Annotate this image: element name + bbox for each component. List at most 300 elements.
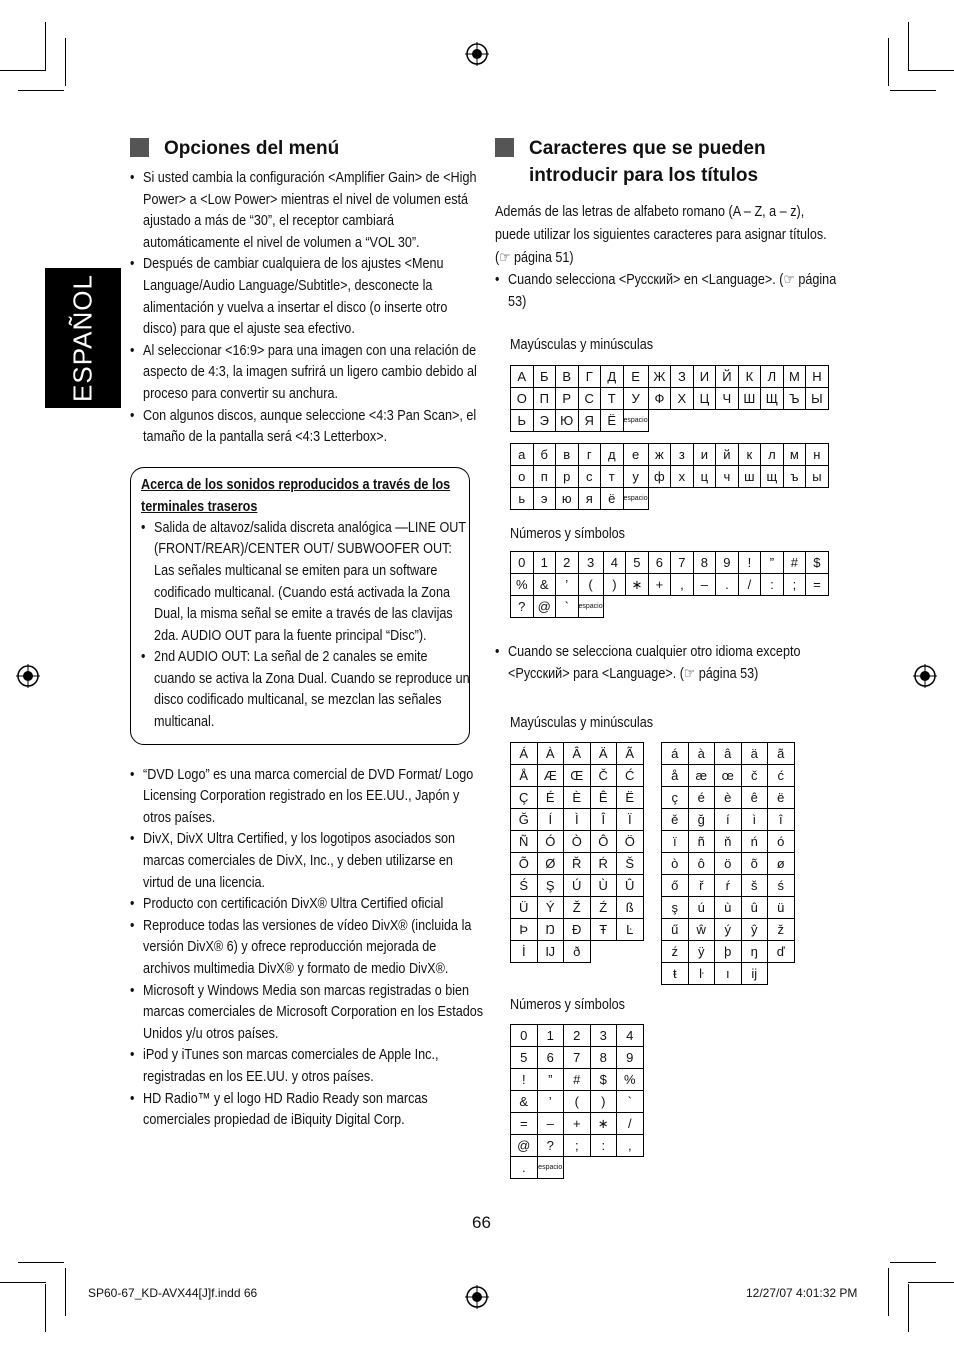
character-cell: %	[617, 1069, 644, 1091]
character-cell: Р	[556, 388, 579, 410]
character-cell: Ř	[564, 853, 591, 875]
character-cell: ъ	[783, 466, 806, 488]
character-cell: ,	[671, 574, 694, 596]
table-row	[511, 1135, 644, 1157]
character-cell: ÿ	[688, 941, 715, 963]
character-cell: И	[693, 366, 716, 388]
page-number: 66	[472, 1213, 491, 1232]
character-cell: É	[537, 787, 564, 809]
character-cell: ф	[648, 466, 671, 488]
section-heading-menu-options: Opciones del menú	[130, 135, 470, 162]
character-cell: 8	[590, 1047, 617, 1069]
character-cell: ?	[511, 596, 534, 618]
table-row	[511, 444, 829, 466]
crop-mark	[888, 38, 889, 86]
character-cell: 0	[511, 1025, 538, 1047]
character-cell: х	[671, 466, 694, 488]
character-cell: 2	[564, 1025, 591, 1047]
character-cell: А	[511, 366, 534, 388]
character-cell: Я	[578, 410, 601, 432]
character-cell: á	[662, 743, 689, 765]
list-item: • Cuando selecciona <Русский> en <Language>. (☞ página 53)	[495, 270, 848, 313]
list-item: • DivX, DivX Ultra Certified, y los logotipos asociados son marcas comerciales de DivX, Inc., y deben utilizarse en virtud de una licencia.	[130, 829, 483, 894]
character-cell: ü	[768, 897, 795, 919]
footer-timestamp: 12/27/07 4:01:32 PM	[746, 1286, 858, 1300]
character-cell: Т	[601, 388, 624, 410]
character-cell: ç	[662, 787, 689, 809]
character-cell: ,	[617, 1135, 644, 1157]
crop-mark	[908, 22, 909, 70]
character-cell: û	[741, 897, 768, 919]
character-cell: ď	[768, 941, 795, 963]
character-cell: Ц	[693, 388, 716, 410]
label-upper-lower-other: Mayúsculas y minúsculas	[510, 715, 654, 731]
character-cell: +	[564, 1113, 591, 1135]
character-cell: и	[693, 444, 716, 466]
character-cell: б	[533, 444, 556, 466]
character-cell: /	[617, 1113, 644, 1135]
cyrillic-lowercase-table	[510, 443, 829, 510]
character-cell: ’	[556, 574, 579, 596]
character-cell: Б	[533, 366, 556, 388]
crop-mark	[18, 1262, 64, 1263]
character-cell: ŧ	[662, 963, 689, 985]
character-cell: З	[671, 366, 694, 388]
list-item: • Después de cambiar cualquiera de los ajustes <Menu Language/Audio Language/Subtitle>, desconecte la alimentación y vuelva a insertar el disco (o inserte otro disco) para que el ajuste sea efectivo.	[130, 254, 483, 340]
table-row	[511, 552, 829, 574]
character-cell: (	[564, 1091, 591, 1113]
character-cell: espacio	[623, 410, 648, 432]
registration-mark-icon	[465, 42, 489, 66]
character-cell: о	[511, 466, 534, 488]
character-cell: у	[623, 466, 648, 488]
character-cell: ä	[741, 743, 768, 765]
character-cell: Н	[806, 366, 829, 388]
character-cell: с	[578, 466, 601, 488]
character-cell: .	[511, 1157, 538, 1179]
list-item: • Si usted cambia la configuración <Amplifier Gain> de <High Power> a <Low Power> mientras el nivel de volumen está ajustado a más de “30”, el receptor cambiará automáticamente el nivel de volumen a “VOL 30”.	[130, 168, 483, 254]
rear-terminals-note-box	[130, 467, 470, 745]
table-row	[511, 596, 829, 618]
character-cell: Ж	[648, 366, 671, 388]
other-symbols-table	[510, 1024, 644, 1179]
left-column	[130, 135, 484, 1132]
character-cell: 6	[648, 552, 671, 574]
character-cell: Ĳ	[537, 941, 564, 963]
character-cell: â	[715, 743, 742, 765]
table-row	[662, 963, 795, 985]
note-box-title: Acerca de los sonidos reproducidos a través de los terminales traseros	[141, 476, 451, 515]
character-cell: ž	[768, 919, 795, 941]
table-row	[662, 831, 795, 853]
note-box-list	[141, 518, 470, 734]
character-cell: ś	[768, 875, 795, 897]
character-cell: ?	[537, 1135, 564, 1157]
character-cell: Ñ	[511, 831, 538, 853]
character-cell: Ù	[590, 875, 617, 897]
list-item: • Salida de altavoz/salida discreta analógica —LINE OUT (FRONT/REAR)/CENTER OUT/ SUBWOOFER OUT: Las señales multicanal se emiten para un software codificado multicanal. (Cuando está activada la Zona Dual, la misma señal se emite a través de las clavijas 2da. AUDIO OUT para la fuente principal “Disc”).	[141, 518, 472, 648]
character-cell: Æ	[537, 765, 564, 787]
crop-mark	[888, 1268, 889, 1316]
character-cell: #	[564, 1069, 591, 1091]
character-cell: 2	[556, 552, 579, 574]
character-cell: 7	[564, 1047, 591, 1069]
character-cell: в	[556, 444, 579, 466]
table-row	[511, 488, 829, 510]
character-cell: Х	[671, 388, 694, 410]
character-cell: ı	[715, 963, 742, 985]
table-row	[511, 919, 644, 941]
character-cell: Œ	[564, 765, 591, 787]
character-cell: ő	[662, 875, 689, 897]
character-cell: Ö	[617, 831, 644, 853]
right-column	[495, 135, 835, 313]
character-cell: ň	[715, 831, 742, 853]
character-cell: Õ	[511, 853, 538, 875]
character-cell: 4	[617, 1025, 644, 1047]
crop-mark	[45, 22, 46, 70]
character-cell: espacio	[578, 596, 603, 618]
character-cell: р	[556, 466, 579, 488]
character-cell: Ю	[556, 410, 579, 432]
character-cell: ò	[662, 853, 689, 875]
character-cell: Ž	[564, 897, 591, 919]
character-cell: 1	[533, 552, 556, 574]
character-cell: Ś	[511, 875, 538, 897]
table-row	[511, 853, 644, 875]
table-row	[511, 1025, 644, 1047]
registration-mark-icon	[913, 664, 937, 688]
crop-mark	[908, 70, 954, 71]
character-cell: ş	[662, 897, 689, 919]
crop-mark	[0, 70, 46, 71]
table-row	[511, 809, 644, 831]
table-row	[511, 410, 829, 432]
table-row	[662, 853, 795, 875]
character-cell: &	[511, 1091, 538, 1113]
character-cell: ’	[537, 1091, 564, 1113]
character-cell: 6	[537, 1047, 564, 1069]
character-cell: щ	[761, 466, 784, 488]
crop-mark	[45, 1284, 46, 1332]
list-item: • Al seleccionar <16:9> para una imagen con una relación de aspecto de 4:3, la imagen sufrirá un ligero cambio debido al proceso para convertir su anchura.	[130, 341, 483, 406]
character-cell: Ç	[511, 787, 538, 809]
character-cell: ю	[556, 488, 579, 510]
character-cell: .	[716, 574, 739, 596]
character-cell: 4	[603, 552, 626, 574]
character-cell: п	[533, 466, 556, 488]
character-cell: `	[556, 596, 579, 618]
table-row	[511, 897, 644, 919]
character-cell: 0	[511, 552, 534, 574]
character-cell: ŷ	[741, 919, 768, 941]
character-cell: !	[511, 1069, 538, 1091]
character-cell: È	[564, 787, 591, 809]
character-cell: Ъ	[783, 388, 806, 410]
table-row	[662, 897, 795, 919]
character-cell: –	[693, 574, 716, 596]
character-cell: Ŕ	[590, 853, 617, 875]
character-cell: Ч	[716, 388, 739, 410]
character-cell: т	[601, 466, 624, 488]
character-cell: К	[738, 366, 761, 388]
character-cell: =	[511, 1113, 538, 1135]
crop-mark	[908, 1282, 954, 1283]
character-cell: ã	[768, 743, 795, 765]
character-cell: Â	[564, 743, 591, 765]
table-row	[662, 743, 795, 765]
character-cell: ć	[768, 765, 795, 787]
table-row	[511, 941, 644, 963]
language-side-tab	[45, 268, 121, 408]
character-cell: Ã	[617, 743, 644, 765]
character-cell: )	[590, 1091, 617, 1113]
character-cell: %	[511, 574, 534, 596]
other-language-note	[495, 642, 835, 685]
latin-lowercase-table	[661, 742, 795, 985]
crop-mark	[65, 1268, 66, 1316]
section-heading-title-characters: Caracteres que se pueden introducir para los títulos	[495, 135, 835, 189]
character-cell: ŕ	[715, 875, 742, 897]
list-item: • 2nd AUDIO OUT: La señal de 2 canales se emite cuando se activa la Zona Dual. Cuando se reproduce un disco codificado multicanal, se mezclan las señales multicanal.	[141, 647, 472, 733]
character-cell: &	[533, 574, 556, 596]
character-cell: Ø	[537, 853, 564, 875]
character-cell: 7	[671, 552, 694, 574]
table-row	[511, 1113, 644, 1135]
character-cell: ö	[715, 853, 742, 875]
character-cell: П	[533, 388, 556, 410]
character-cell: Ы	[806, 388, 829, 410]
table-row	[511, 574, 829, 596]
table-row	[662, 941, 795, 963]
character-cell: ô	[688, 853, 715, 875]
character-cell: 5	[626, 552, 649, 574]
character-cell: ź	[662, 941, 689, 963]
list-item: • Cuando se selecciona cualquier otro idioma excepto <Русский> para <Language>. (☞ página 53)	[495, 642, 848, 685]
character-cell: Ŋ	[537, 919, 564, 941]
character-cell: æ	[688, 765, 715, 787]
character-cell: œ	[715, 765, 742, 787]
character-cell: `	[617, 1091, 644, 1113]
character-cell: Î	[590, 809, 617, 831]
character-cell: Ä	[590, 743, 617, 765]
crop-mark	[890, 90, 936, 91]
character-cell: Ë	[617, 787, 644, 809]
character-cell: Ş	[537, 875, 564, 897]
character-cell: Ú	[564, 875, 591, 897]
character-cell: ĳ	[741, 963, 768, 985]
latin-uppercase-table	[510, 742, 644, 963]
character-cell: Đ	[564, 919, 591, 941]
character-cell: š	[741, 875, 768, 897]
character-cell: õ	[741, 853, 768, 875]
character-cell: Щ	[761, 388, 784, 410]
section-square-icon	[495, 138, 514, 157]
character-cell: Č	[590, 765, 617, 787]
registration-mark-icon	[465, 1285, 489, 1309]
character-cell: ø	[768, 853, 795, 875]
table-row	[511, 366, 829, 388]
character-cell: м	[783, 444, 806, 466]
list-item: • Con algunos discos, aunque seleccione <4:3 Pan Scan>, el tamaño de la pantalla será <4:3 Letterbox>.	[130, 406, 483, 449]
label-numbers-other: Números y símbolos	[510, 997, 625, 1013]
list-item: • Producto con certificación DivX® Ultra Certified oficial	[130, 894, 483, 916]
character-cell: :	[761, 574, 784, 596]
character-cell: я	[578, 488, 601, 510]
russian-language-note	[495, 270, 835, 313]
character-cell: В	[556, 366, 579, 388]
character-cell: Í	[537, 809, 564, 831]
table-row	[511, 388, 829, 410]
character-cell: э	[533, 488, 556, 510]
character-cell: 9	[716, 552, 739, 574]
character-cell: $	[590, 1069, 617, 1091]
character-cell: Ò	[564, 831, 591, 853]
character-cell: ù	[715, 897, 742, 919]
list-item: • “DVD Logo” es una marca comercial de DVD Format/ Logo Licensing Corporation registrado en los EE.UU., Japón y otros países.	[130, 765, 483, 830]
character-cell: å	[662, 765, 689, 787]
list-item: • HD Radio™ y el logo HD Radio Ready son marcas comerciales propiedad de iBiquity Digital Corp.	[130, 1089, 483, 1132]
character-cell: д	[601, 444, 624, 466]
character-cell: е	[623, 444, 648, 466]
character-cell: @	[511, 1135, 538, 1157]
character-cell: ê	[741, 787, 768, 809]
character-cell: ß	[617, 897, 644, 919]
character-cell: ñ	[688, 831, 715, 853]
character-cell: à	[688, 743, 715, 765]
character-cell: ш	[738, 466, 761, 488]
character-cell: Ź	[590, 897, 617, 919]
character-cell: 9	[617, 1047, 644, 1069]
characters-intro: Además de las letras de alfabeto romano (A – Z, a – z), puede utilizar los siguientes caracteres para asignar títulos. (☞ página 51)	[495, 204, 827, 266]
character-cell: 8	[693, 552, 716, 574]
character-cell: Ó	[537, 831, 564, 853]
character-cell: ж	[648, 444, 671, 466]
russian-symbols-table	[510, 551, 829, 618]
character-cell: ŵ	[688, 919, 715, 941]
character-cell: ч	[716, 466, 739, 488]
character-cell: espacio	[537, 1157, 564, 1179]
character-cell: ;	[783, 574, 806, 596]
list-item: • Reproduce todas las versiones de vídeo DivX® (incluida la versión DivX® 6) y ofrece reproducción mejorada de archivos multimedia DivX® y formato de medio DivX®.	[130, 916, 483, 981]
character-cell: í	[715, 809, 742, 831]
character-cell: Š	[617, 853, 644, 875]
character-cell: ğ	[688, 809, 715, 831]
character-cell: é	[688, 787, 715, 809]
cyrillic-uppercase-table	[510, 365, 829, 432]
character-cell: #	[783, 552, 806, 574]
character-cell: )	[603, 574, 626, 596]
character-cell: ь	[511, 488, 534, 510]
table-row	[511, 875, 644, 897]
character-cell: ð	[564, 941, 591, 963]
character-cell: ú	[688, 897, 715, 919]
character-cell: Ш	[738, 388, 761, 410]
character-cell: þ	[715, 941, 742, 963]
character-cell: 3	[590, 1025, 617, 1047]
character-cell: espacio	[623, 488, 648, 510]
character-cell: Ё	[601, 410, 624, 432]
character-cell: !	[738, 552, 761, 574]
character-cell: ý	[715, 919, 742, 941]
table-row	[662, 787, 795, 809]
table-row	[511, 1157, 644, 1179]
character-cell: Ŧ	[590, 919, 617, 941]
trademark-list	[130, 765, 484, 1132]
character-cell: :	[590, 1135, 617, 1157]
character-cell: Ü	[511, 897, 538, 919]
character-cell: ě	[662, 809, 689, 831]
character-cell: а	[511, 444, 534, 466]
footer-file-name: SP60-67_KD-AVX44[J]f.indd 66	[88, 1286, 258, 1300]
section-square-icon	[130, 138, 149, 157]
crop-mark	[890, 1262, 936, 1263]
character-cell: ∗	[590, 1113, 617, 1135]
table-row	[511, 831, 644, 853]
character-cell: @	[533, 596, 556, 618]
character-cell: Д	[601, 366, 624, 388]
character-cell: /	[738, 574, 761, 596]
character-cell: Й	[716, 366, 739, 388]
character-cell: О	[511, 388, 534, 410]
table-row	[662, 875, 795, 897]
character-cell: î	[768, 809, 795, 831]
character-cell: Л	[761, 366, 784, 388]
character-cell: г	[578, 444, 601, 466]
character-cell: À	[537, 743, 564, 765]
character-cell: н	[806, 444, 829, 466]
character-cell: ï	[662, 831, 689, 853]
character-cell: ŋ	[741, 941, 768, 963]
character-cell: Ğ	[511, 809, 538, 831]
character-cell: Ŀ	[617, 919, 644, 941]
table-row	[511, 765, 644, 787]
character-cell: Г	[578, 366, 601, 388]
crop-mark	[18, 90, 64, 91]
character-cell: ”	[761, 552, 784, 574]
character-cell: Ì	[564, 809, 591, 831]
character-cell: Á	[511, 743, 538, 765]
character-cell: У	[623, 388, 648, 410]
character-cell: č	[741, 765, 768, 787]
table-row	[511, 1069, 644, 1091]
table-row	[511, 1091, 644, 1113]
character-cell: ы	[806, 466, 829, 488]
label-numbers-ru: Números y símbolos	[510, 526, 625, 542]
character-cell: ë	[768, 787, 795, 809]
registration-mark-icon	[16, 664, 40, 688]
table-row	[662, 919, 795, 941]
table-row	[511, 466, 829, 488]
character-cell: з	[671, 444, 694, 466]
character-cell: Û	[617, 875, 644, 897]
character-cell: ц	[693, 466, 716, 488]
table-row	[662, 809, 795, 831]
character-cell: ŀ	[688, 963, 715, 985]
character-cell: İ	[511, 941, 538, 963]
character-cell: Э	[533, 410, 556, 432]
table-row	[511, 1047, 644, 1069]
table-row	[511, 743, 644, 765]
character-cell: Е	[623, 366, 648, 388]
character-cell: Å	[511, 765, 538, 787]
crop-mark	[65, 38, 66, 86]
character-cell: Ï	[617, 809, 644, 831]
character-cell: 3	[578, 552, 603, 574]
character-cell: л	[761, 444, 784, 466]
character-cell: 1	[537, 1025, 564, 1047]
character-cell: 5	[511, 1047, 538, 1069]
